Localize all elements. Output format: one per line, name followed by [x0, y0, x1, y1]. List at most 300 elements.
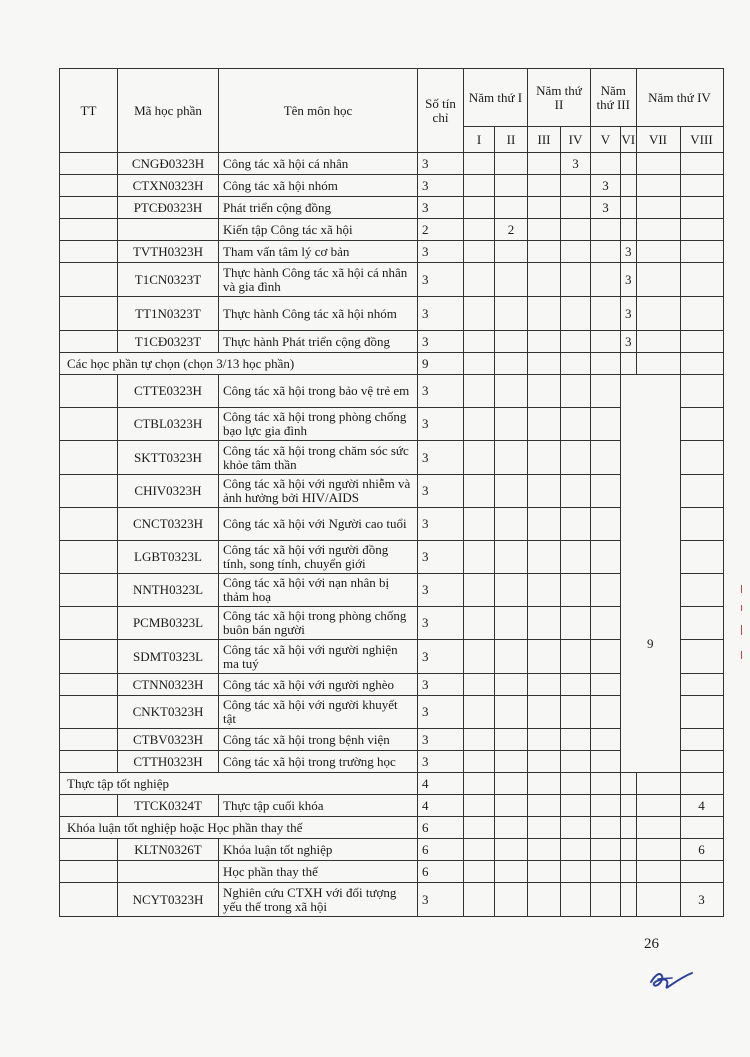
course-name: Công tác xã hội trong trường học	[219, 751, 418, 773]
tt-cell	[60, 331, 118, 353]
semester-cell	[680, 263, 723, 297]
course-name: Công tác xã hội với nạn nhân bị thảm hoạ	[219, 574, 418, 607]
semester-cell	[495, 751, 528, 773]
semester-cell	[528, 297, 561, 331]
semester-cell	[680, 773, 723, 795]
semester-cell	[680, 729, 723, 751]
semester-cell	[621, 861, 637, 883]
semester-cell	[680, 375, 723, 408]
semester-cell	[561, 353, 591, 375]
semester-cell	[495, 640, 528, 674]
course-credits: 6	[418, 861, 464, 883]
semester-cell	[464, 375, 495, 408]
semester-cell	[680, 408, 723, 441]
semester-cell	[464, 331, 495, 353]
semester-cell	[561, 197, 591, 219]
course-name: Công tác xã hội trong bệnh viện	[219, 729, 418, 751]
semester-cell	[464, 861, 495, 883]
semester-cell	[591, 839, 621, 861]
course-name: Học phần thay thế	[219, 861, 418, 883]
semester-cell	[591, 574, 621, 607]
group-heading: Các học phần tự chọn (chọn 3/13 học phần)	[60, 353, 418, 375]
signature-icon	[648, 968, 696, 994]
course-name: Phát triển cộng đồng	[219, 197, 418, 219]
semester-cell	[561, 696, 591, 729]
tt-cell	[60, 241, 118, 263]
semester-cell	[680, 751, 723, 773]
header-tt: TT	[60, 69, 118, 153]
semester-cell	[561, 607, 591, 640]
semester-cell	[495, 883, 528, 917]
semester-cell	[464, 153, 495, 175]
semester-cell	[528, 219, 561, 241]
semester-cell	[464, 197, 495, 219]
semester-cell	[528, 541, 561, 574]
tt-cell	[60, 475, 118, 508]
semester-cell: 3	[621, 297, 637, 331]
page-number: 26	[644, 936, 659, 952]
semester-cell	[636, 297, 680, 331]
semester-cell	[495, 729, 528, 751]
header-semester: II	[495, 127, 528, 153]
semester-cell	[621, 817, 637, 839]
course-credits: 6	[418, 839, 464, 861]
tt-cell	[60, 375, 118, 408]
semester-cell: 3	[621, 263, 637, 297]
semester-cell	[621, 773, 637, 795]
semester-cell	[680, 508, 723, 541]
semester-cell	[528, 441, 561, 475]
header-semester: IV	[561, 127, 591, 153]
tt-cell	[60, 751, 118, 773]
semester-cell	[680, 574, 723, 607]
semester-cell	[561, 729, 591, 751]
course-code: NNTH0323L	[118, 574, 219, 607]
elective-semester-merged: 9	[621, 375, 681, 773]
course-code: CTTE0323H	[118, 375, 219, 408]
course-code	[118, 219, 219, 241]
semester-cell	[528, 574, 561, 607]
course-name: Thực hành Công tác xã hội nhóm	[219, 297, 418, 331]
semester-cell	[464, 773, 495, 795]
semester-cell	[464, 441, 495, 475]
semester-cell	[680, 175, 723, 197]
course-credits: 3	[418, 508, 464, 541]
tt-cell	[60, 219, 118, 241]
course-name: Công tác xã hội trong chăm sóc sức khỏe tâm thần	[219, 441, 418, 475]
semester-cell	[680, 219, 723, 241]
semester-cell	[591, 541, 621, 574]
course-name: Khóa luận tốt nghiệp	[219, 839, 418, 861]
course-code: CTXN0323H	[118, 175, 219, 197]
semester-cell	[621, 153, 637, 175]
semester-cell	[495, 508, 528, 541]
semester-cell	[495, 331, 528, 353]
semester-cell	[464, 541, 495, 574]
course-code: CTTH0323H	[118, 751, 219, 773]
semester-cell	[464, 241, 495, 263]
course-code: TT1N0323T	[118, 297, 219, 331]
course-code: CTNN0323H	[118, 674, 219, 696]
semester-cell	[561, 751, 591, 773]
table-row	[60, 839, 724, 861]
tt-cell	[60, 640, 118, 674]
semester-cell	[561, 375, 591, 408]
semester-cell	[636, 331, 680, 353]
semester-cell	[680, 197, 723, 219]
tt-cell	[60, 297, 118, 331]
semester-cell	[528, 353, 561, 375]
table-row	[60, 331, 724, 353]
course-code: T1CN0323T	[118, 263, 219, 297]
tt-cell	[60, 729, 118, 751]
course-name: Công tác xã hội với người đồng tính, song tính, chuyển giới	[219, 541, 418, 574]
header-year-2: Năm thứ II	[528, 69, 591, 127]
tt-cell	[60, 441, 118, 475]
semester-cell	[495, 541, 528, 574]
course-code: CNGĐ0323H	[118, 153, 219, 175]
course-code: CHIV0323H	[118, 475, 219, 508]
course-name: Thực tập cuối khóa	[219, 795, 418, 817]
semester-cell	[464, 574, 495, 607]
semester-cell	[528, 861, 561, 883]
course-name: Tham vấn tâm lý cơ bản	[219, 241, 418, 263]
semester-cell	[621, 795, 637, 817]
group-row	[60, 817, 724, 839]
tt-cell	[60, 574, 118, 607]
table-row	[60, 375, 724, 408]
semester-cell	[561, 574, 591, 607]
table-row	[60, 175, 724, 197]
course-credits: 3	[418, 331, 464, 353]
semester-cell	[636, 773, 680, 795]
semester-cell	[528, 795, 561, 817]
header-year-4: Năm thứ IV	[636, 69, 723, 127]
semester-cell	[680, 640, 723, 674]
semester-cell	[591, 475, 621, 508]
semester-cell	[528, 607, 561, 640]
course-credits: 3	[418, 408, 464, 441]
semester-cell	[561, 773, 591, 795]
semester-cell	[561, 817, 591, 839]
semester-cell	[464, 297, 495, 331]
course-code: CNKT0323H	[118, 696, 219, 729]
course-code: CTBV0323H	[118, 729, 219, 751]
semester-cell	[561, 263, 591, 297]
semester-cell	[591, 795, 621, 817]
semester-cell	[528, 197, 561, 219]
semester-cell	[591, 817, 621, 839]
course-credits: 3	[418, 640, 464, 674]
group-heading: Thực tập tốt nghiệp	[60, 773, 418, 795]
tt-cell	[60, 263, 118, 297]
semester-cell	[561, 839, 591, 861]
header-semester: VIII	[680, 127, 723, 153]
semester-cell	[636, 219, 680, 241]
tt-cell	[60, 508, 118, 541]
semester-cell: 3	[591, 175, 621, 197]
course-name: Công tác xã hội trong phòng chống bạo lực gia đình	[219, 408, 418, 441]
course-credits: 3	[418, 197, 464, 219]
semester-cell: 3	[561, 153, 591, 175]
semester-cell	[495, 817, 528, 839]
semester-cell	[680, 441, 723, 475]
semester-cell	[464, 353, 495, 375]
course-credits: 2	[418, 219, 464, 241]
semester-cell	[561, 795, 591, 817]
header-year-3: Năm thứ III	[591, 69, 637, 127]
semester-cell	[495, 263, 528, 297]
semester-cell	[464, 263, 495, 297]
semester-cell	[464, 674, 495, 696]
semester-cell	[528, 674, 561, 696]
semester-cell	[680, 607, 723, 640]
course-code: CNCT0323H	[118, 508, 219, 541]
tt-cell	[60, 153, 118, 175]
semester-cell	[528, 696, 561, 729]
semester-cell	[561, 241, 591, 263]
course-credits: 3	[418, 441, 464, 475]
semester-cell	[680, 674, 723, 696]
table-row	[60, 153, 724, 175]
course-name: Thực hành Công tác xã hội cá nhân và gia đình	[219, 263, 418, 297]
course-credits: 3	[418, 751, 464, 773]
semester-cell	[528, 640, 561, 674]
semester-cell: 6	[680, 839, 723, 861]
course-credits: 3	[418, 153, 464, 175]
course-name: Công tác xã hội trong bảo vệ trẻ em	[219, 375, 418, 408]
course-code: PCMB0323L	[118, 607, 219, 640]
semester-cell	[495, 607, 528, 640]
table-row	[60, 197, 724, 219]
course-code: CTBL0323H	[118, 408, 219, 441]
course-name: Công tác xã hội trong phòng chống buôn bán người	[219, 607, 418, 640]
semester-cell	[495, 475, 528, 508]
semester-cell	[636, 153, 680, 175]
semester-cell	[591, 696, 621, 729]
semester-cell	[636, 353, 680, 375]
semester-cell	[561, 408, 591, 441]
semester-cell	[464, 508, 495, 541]
tt-cell	[60, 197, 118, 219]
semester-cell	[528, 508, 561, 541]
semester-cell	[680, 297, 723, 331]
course-credits: 3	[418, 883, 464, 917]
semester-cell	[495, 795, 528, 817]
semester-cell	[591, 441, 621, 475]
semester-cell: 3	[621, 331, 637, 353]
semester-cell	[528, 241, 561, 263]
semester-cell	[528, 817, 561, 839]
course-code: T1CĐ0323T	[118, 331, 219, 353]
semester-cell	[636, 241, 680, 263]
course-credits: 3	[418, 696, 464, 729]
course-code: TTCK0324T	[118, 795, 219, 817]
curriculum-table	[59, 68, 724, 917]
semester-cell	[621, 197, 637, 219]
course-credits: 3	[418, 607, 464, 640]
tt-cell	[60, 795, 118, 817]
semester-cell	[528, 175, 561, 197]
semester-cell	[591, 674, 621, 696]
semester-cell	[591, 408, 621, 441]
semester-cell	[495, 574, 528, 607]
semester-cell	[591, 331, 621, 353]
table-row	[60, 883, 724, 917]
course-name: Công tác xã hội với người nghèo	[219, 674, 418, 696]
semester-cell	[495, 674, 528, 696]
semester-cell	[495, 375, 528, 408]
semester-cell	[636, 795, 680, 817]
tt-cell	[60, 674, 118, 696]
semester-cell	[591, 297, 621, 331]
semester-cell	[561, 475, 591, 508]
semester-cell	[528, 839, 561, 861]
course-credits: 3	[418, 729, 464, 751]
tt-cell	[60, 839, 118, 861]
table-row	[60, 861, 724, 883]
semester-cell	[495, 839, 528, 861]
semester-cell	[464, 475, 495, 508]
group-heading: Khóa luận tốt nghiệp hoặc Học phần thay thế	[60, 817, 418, 839]
semester-cell	[591, 861, 621, 883]
semester-cell	[464, 839, 495, 861]
semester-cell	[680, 696, 723, 729]
semester-cell	[591, 729, 621, 751]
semester-cell	[561, 674, 591, 696]
semester-cell: 2	[495, 219, 528, 241]
semester-cell	[561, 331, 591, 353]
semester-cell	[464, 640, 495, 674]
semester-cell	[680, 861, 723, 883]
header-code: Mã học phần	[118, 69, 219, 153]
course-code: NCYT0323H	[118, 883, 219, 917]
course-credits: 3	[418, 375, 464, 408]
course-name: Công tác xã hội với người nhiễm và ảnh hưởng bởi HIV/AIDS	[219, 475, 418, 508]
course-name: Công tác xã hội nhóm	[219, 175, 418, 197]
semester-cell	[464, 175, 495, 197]
semester-cell	[591, 508, 621, 541]
semester-cell	[621, 219, 637, 241]
semester-cell	[561, 861, 591, 883]
semester-cell	[495, 197, 528, 219]
semester-cell	[621, 883, 637, 917]
course-name: Công tác xã hội với Người cao tuổi	[219, 508, 418, 541]
group-credits: 6	[418, 817, 464, 839]
course-name: Công tác xã hội với người nghiện ma tuý	[219, 640, 418, 674]
semester-cell	[636, 197, 680, 219]
semester-cell	[591, 375, 621, 408]
course-code: LGBT0323L	[118, 541, 219, 574]
semester-cell	[495, 696, 528, 729]
semester-cell	[561, 219, 591, 241]
table-row	[60, 297, 724, 331]
semester-cell	[591, 607, 621, 640]
semester-cell	[528, 153, 561, 175]
course-credits: 3	[418, 263, 464, 297]
semester-cell	[495, 153, 528, 175]
semester-cell	[591, 883, 621, 917]
margin-stamp-mark	[740, 585, 743, 675]
semester-cell: 3	[591, 197, 621, 219]
semester-cell	[636, 861, 680, 883]
semester-cell	[528, 408, 561, 441]
semester-cell	[561, 508, 591, 541]
group-row	[60, 353, 724, 375]
course-code: SDMT0323L	[118, 640, 219, 674]
group-credits: 9	[418, 353, 464, 375]
course-code: SKTT0323H	[118, 441, 219, 475]
group-row	[60, 773, 724, 795]
semester-cell	[464, 607, 495, 640]
semester-cell	[464, 219, 495, 241]
header-semester: I	[464, 127, 495, 153]
table-row	[60, 795, 724, 817]
semester-cell	[464, 696, 495, 729]
course-credits: 3	[418, 674, 464, 696]
semester-cell	[636, 175, 680, 197]
semester-cell	[464, 729, 495, 751]
semester-cell	[621, 353, 637, 375]
course-credits: 3	[418, 297, 464, 331]
semester-cell	[621, 839, 637, 861]
table-row	[60, 263, 724, 297]
course-credits: 4	[418, 795, 464, 817]
course-credits: 3	[418, 574, 464, 607]
semester-cell	[464, 408, 495, 441]
semester-cell	[680, 153, 723, 175]
tt-cell	[60, 175, 118, 197]
semester-cell: 4	[680, 795, 723, 817]
course-name: Công tác xã hội cá nhân	[219, 153, 418, 175]
semester-cell	[495, 297, 528, 331]
course-name: Công tác xã hội với người khuyết tật	[219, 696, 418, 729]
course-credits: 3	[418, 241, 464, 263]
semester-cell	[591, 241, 621, 263]
semester-cell	[528, 263, 561, 297]
course-name: Nghiên cứu CTXH với đối tượng yếu thế trong xã hội	[219, 883, 418, 917]
semester-cell	[464, 883, 495, 917]
semester-cell	[464, 751, 495, 773]
semester-cell	[561, 640, 591, 674]
semester-cell	[495, 861, 528, 883]
header-credits: Số tín chỉ	[418, 69, 464, 153]
tt-cell	[60, 861, 118, 883]
semester-cell: 3	[680, 883, 723, 917]
semester-cell	[591, 153, 621, 175]
semester-cell	[621, 175, 637, 197]
semester-cell	[680, 475, 723, 508]
semester-cell	[561, 441, 591, 475]
semester-cell: 3	[621, 241, 637, 263]
course-credits: 3	[418, 475, 464, 508]
tt-cell	[60, 607, 118, 640]
group-credits: 4	[418, 773, 464, 795]
header-year-1: Năm thứ I	[464, 69, 528, 127]
semester-cell	[561, 297, 591, 331]
course-code: PTCĐ0323H	[118, 197, 219, 219]
header-semester: V	[591, 127, 621, 153]
header-semester: VII	[636, 127, 680, 153]
course-code	[118, 861, 219, 883]
course-code: KLTN0326T	[118, 839, 219, 861]
semester-cell	[464, 817, 495, 839]
semester-cell	[591, 353, 621, 375]
header-semester: VI	[621, 127, 637, 153]
semester-cell	[680, 331, 723, 353]
semester-cell	[561, 541, 591, 574]
tt-cell	[60, 541, 118, 574]
